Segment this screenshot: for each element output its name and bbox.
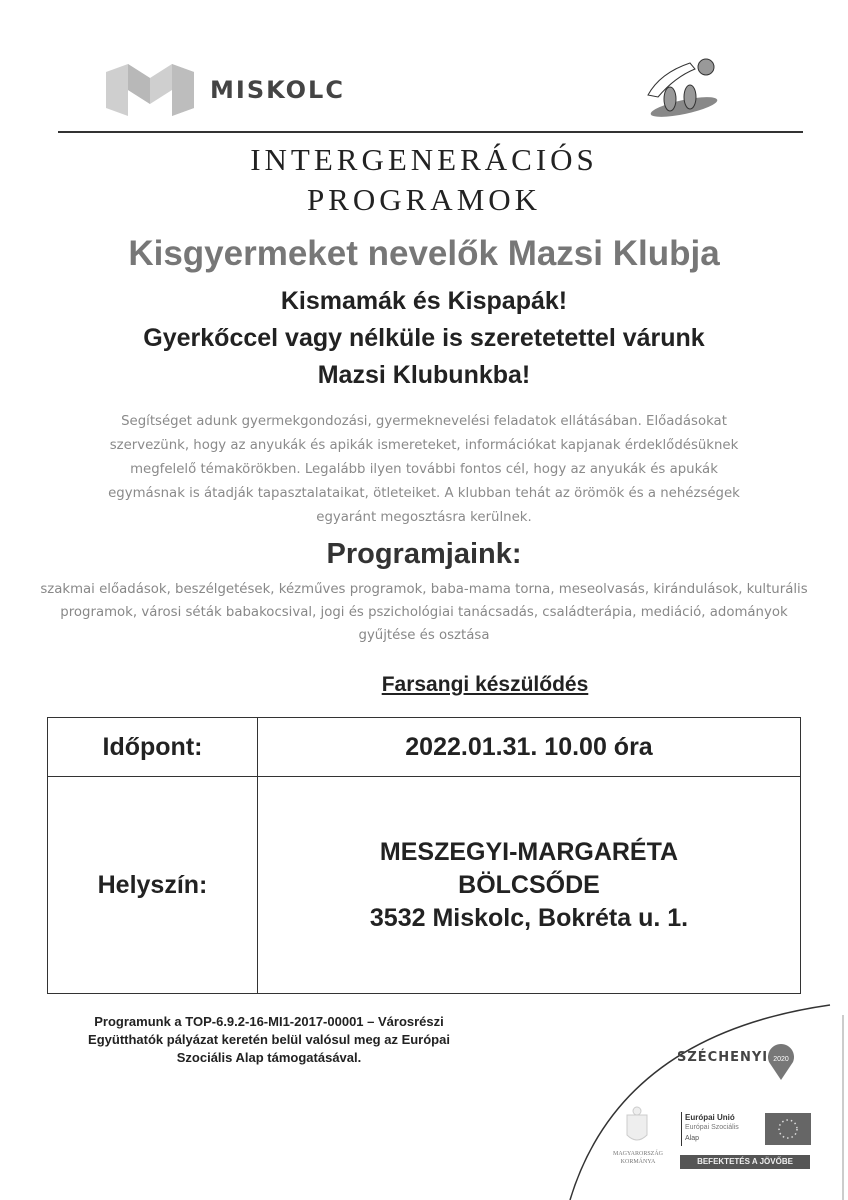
gov-line1: MAGYARORSZÁG <box>612 1151 663 1157</box>
title-line2: PROGRAMOK <box>306 182 542 217</box>
subheading-line3: Mazsi Klubunkba! <box>317 361 531 389</box>
time-label: Időpont: <box>48 718 258 777</box>
szechenyi-text: SZÉCHENYI <box>677 1050 769 1065</box>
funding-note <box>60 1013 478 1067</box>
befektetes-banner: BEFEKTETÉS A JÖVŐBE <box>680 1155 810 1169</box>
place-line2: BÖLCSŐDE <box>458 870 600 899</box>
place-value <box>258 777 801 994</box>
eu-line2: Európai Szociális <box>685 1124 739 1131</box>
logo-text: MISKOLC <box>210 76 345 104</box>
club-title: Kisgyermeket nevelők Mazsi Klubja <box>128 234 720 273</box>
funding-line1: Programunk a TOP-6.9.2-16-MI1-2017-00001 – Városrészi <box>94 1014 444 1029</box>
eu-line1: Európai Unió <box>685 1113 735 1122</box>
place-line3: 3532 Miskolc, Bokréta u. 1. <box>369 903 689 932</box>
arc-decoration-icon <box>560 995 848 1200</box>
programs-list: szakmai előadások, beszélgetések, kézműves programok, baba-mama torna, meseolvasás, kirándulások, kulturális programok, városi séták babakocsival, jogi és pszichológiai tanácsadás, családterápia, mediáció, adományok gyűjtése és osztása <box>40 582 808 643</box>
place-line1: MESZEGYI-MARGARÉTA <box>379 837 679 866</box>
miskolc-m-logo-icon <box>106 64 194 116</box>
government-text <box>600 1150 676 1166</box>
header-divider <box>58 131 803 133</box>
time-value: 2022.01.31. 10.00 óra <box>258 718 801 777</box>
table-row <box>48 718 801 777</box>
event-title: Farsangi készülődés <box>381 673 589 696</box>
table-row <box>48 777 801 994</box>
hungarian-coat-of-arms-icon <box>622 1105 652 1147</box>
snowboarder-icon <box>640 55 720 120</box>
subheading-line2: Gyerkőccel vagy nélküle is szeretetettel várunk <box>143 324 705 352</box>
subheading-line1: Kismamák és Kispapák! <box>280 287 568 315</box>
szechenyi-year: 2020 <box>773 1056 789 1063</box>
eu-line3: Alap <box>685 1135 700 1142</box>
szechenyi-pin-icon <box>766 1042 796 1082</box>
title-line1: INTERGENERÁCIÓS <box>250 142 598 177</box>
subheading <box>0 283 848 394</box>
gov-line2: KORMÁNYA <box>620 1159 656 1165</box>
funding-line3: Szociális Alap támogatásával. <box>176 1050 362 1065</box>
eu-flag-icon <box>765 1113 811 1145</box>
eu-divider <box>681 1112 682 1146</box>
programs-heading: Programjaink: <box>326 538 522 570</box>
event-details-table <box>47 717 801 994</box>
place-label: Helyszín: <box>48 777 258 994</box>
funding-line2: Együtthatók pályázat keretén belül valósul meg az Európai <box>88 1032 450 1047</box>
intro-paragraph: Segítséget adunk gyermekgondozási, gyermeknevelési feladatok ellátásában. Előadásokat szervezünk, hogy az anyukák és apikák ismereteket, információkat kapjanak érdeklődésüknek megfelelő témakörökben. Legalább ilyen további fontos cél, hogy az anyukák és apukák egymásnak is átadják tapasztalataikat, ötleteiket. A klubban tehát az örömök és a nehézségek egyaránt megosztásra kerülnek. <box>108 414 740 525</box>
